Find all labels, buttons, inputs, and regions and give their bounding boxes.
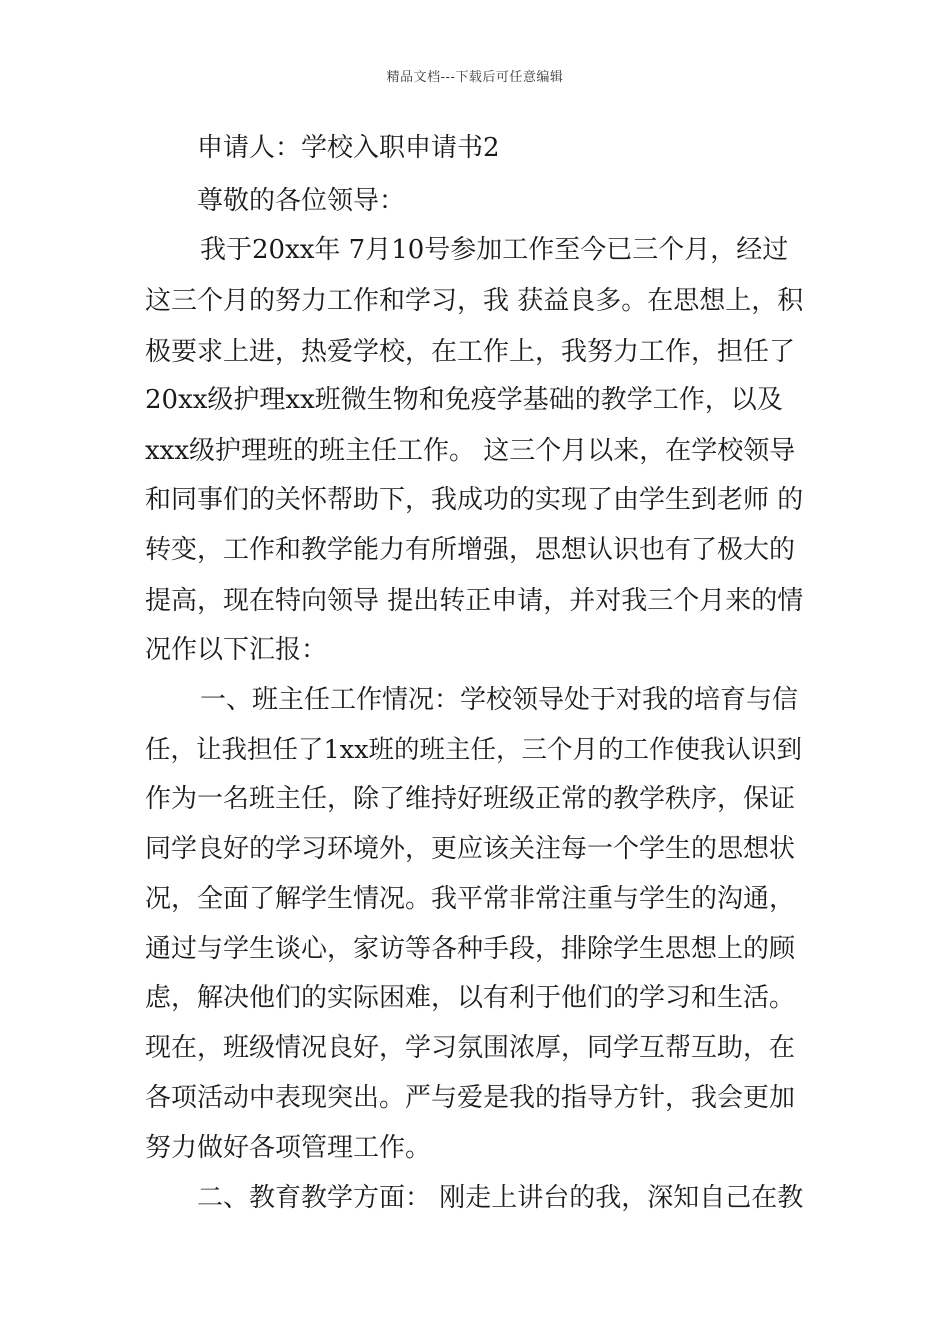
paragraph-line: 通过与学生谈心，家访等各种手段，排除学生思想上的顾	[145, 934, 796, 964]
paragraph-line: 和同事们的关怀帮助下，我成功的实现了由学生到老师 的	[145, 485, 804, 515]
section-heading-line: 一、班主任工作情况：学校领导处于对我的培育与信	[200, 685, 799, 715]
paragraph-line: 现在，班级情况良好，学习氛围浓厚，同学互帮互助，在	[145, 1033, 796, 1063]
paragraph-line: 况，全面了解学生情况。我平常非常注重与学生的沟通，	[145, 884, 796, 914]
paragraph-line: 各项活动中表现突出。严与爱是我的指导方针，我会更加	[145, 1083, 796, 1113]
paragraph-line: 任，让我担任了1xx班的班主任，三个月的工作使我认识到	[145, 735, 802, 765]
paragraph-line: 我于20xx年 7月10号参加工作至今已三个月，经过	[200, 235, 789, 265]
paragraph-line: 20xx级护理xx班微生物和免疫学基础的教学工作，以及	[145, 385, 783, 415]
paragraph-line: 况作以下汇报：	[145, 635, 328, 665]
paragraph-line: xxx级护理班的班主任工作。 这三个月以来，在学校领导	[145, 436, 796, 466]
paragraph-line: 作为一名班主任，除了维持好班级正常的教学秩序，保证	[145, 784, 796, 814]
salutation-line: 尊敬的各位领导：	[197, 186, 406, 216]
paragraph-line: 转变，工作和教学能力有所增强，思想认识也有了极大的	[145, 535, 796, 565]
page-header: 精品文档---下载后可任意编辑	[386, 70, 564, 85]
applicant-title-line: 申请人：学校入职申请书2	[197, 133, 500, 163]
paragraph-line: 极要求上进，热爱学校，在工作上，我努力工作，担任了	[145, 337, 796, 367]
paragraph-line: 这三个月的努力工作和学习，我 获益良多。在思想上，积	[145, 286, 804, 316]
paragraph-line: 虑，解决他们的实际困难，以有利于他们的学习和生活。	[145, 983, 796, 1013]
paragraph-line: 提高，现在特向领导 提出转正申请，并对我三个月来的情	[145, 586, 804, 616]
paragraph-line: 努力做好各项管理工作。	[145, 1133, 432, 1163]
section-heading-line: 二、教育教学方面： 刚走上讲台的我，深知自己在教	[197, 1183, 804, 1213]
paragraph-line: 同学良好的学习环境外，更应该关注每一个学生的思想状	[145, 834, 796, 864]
